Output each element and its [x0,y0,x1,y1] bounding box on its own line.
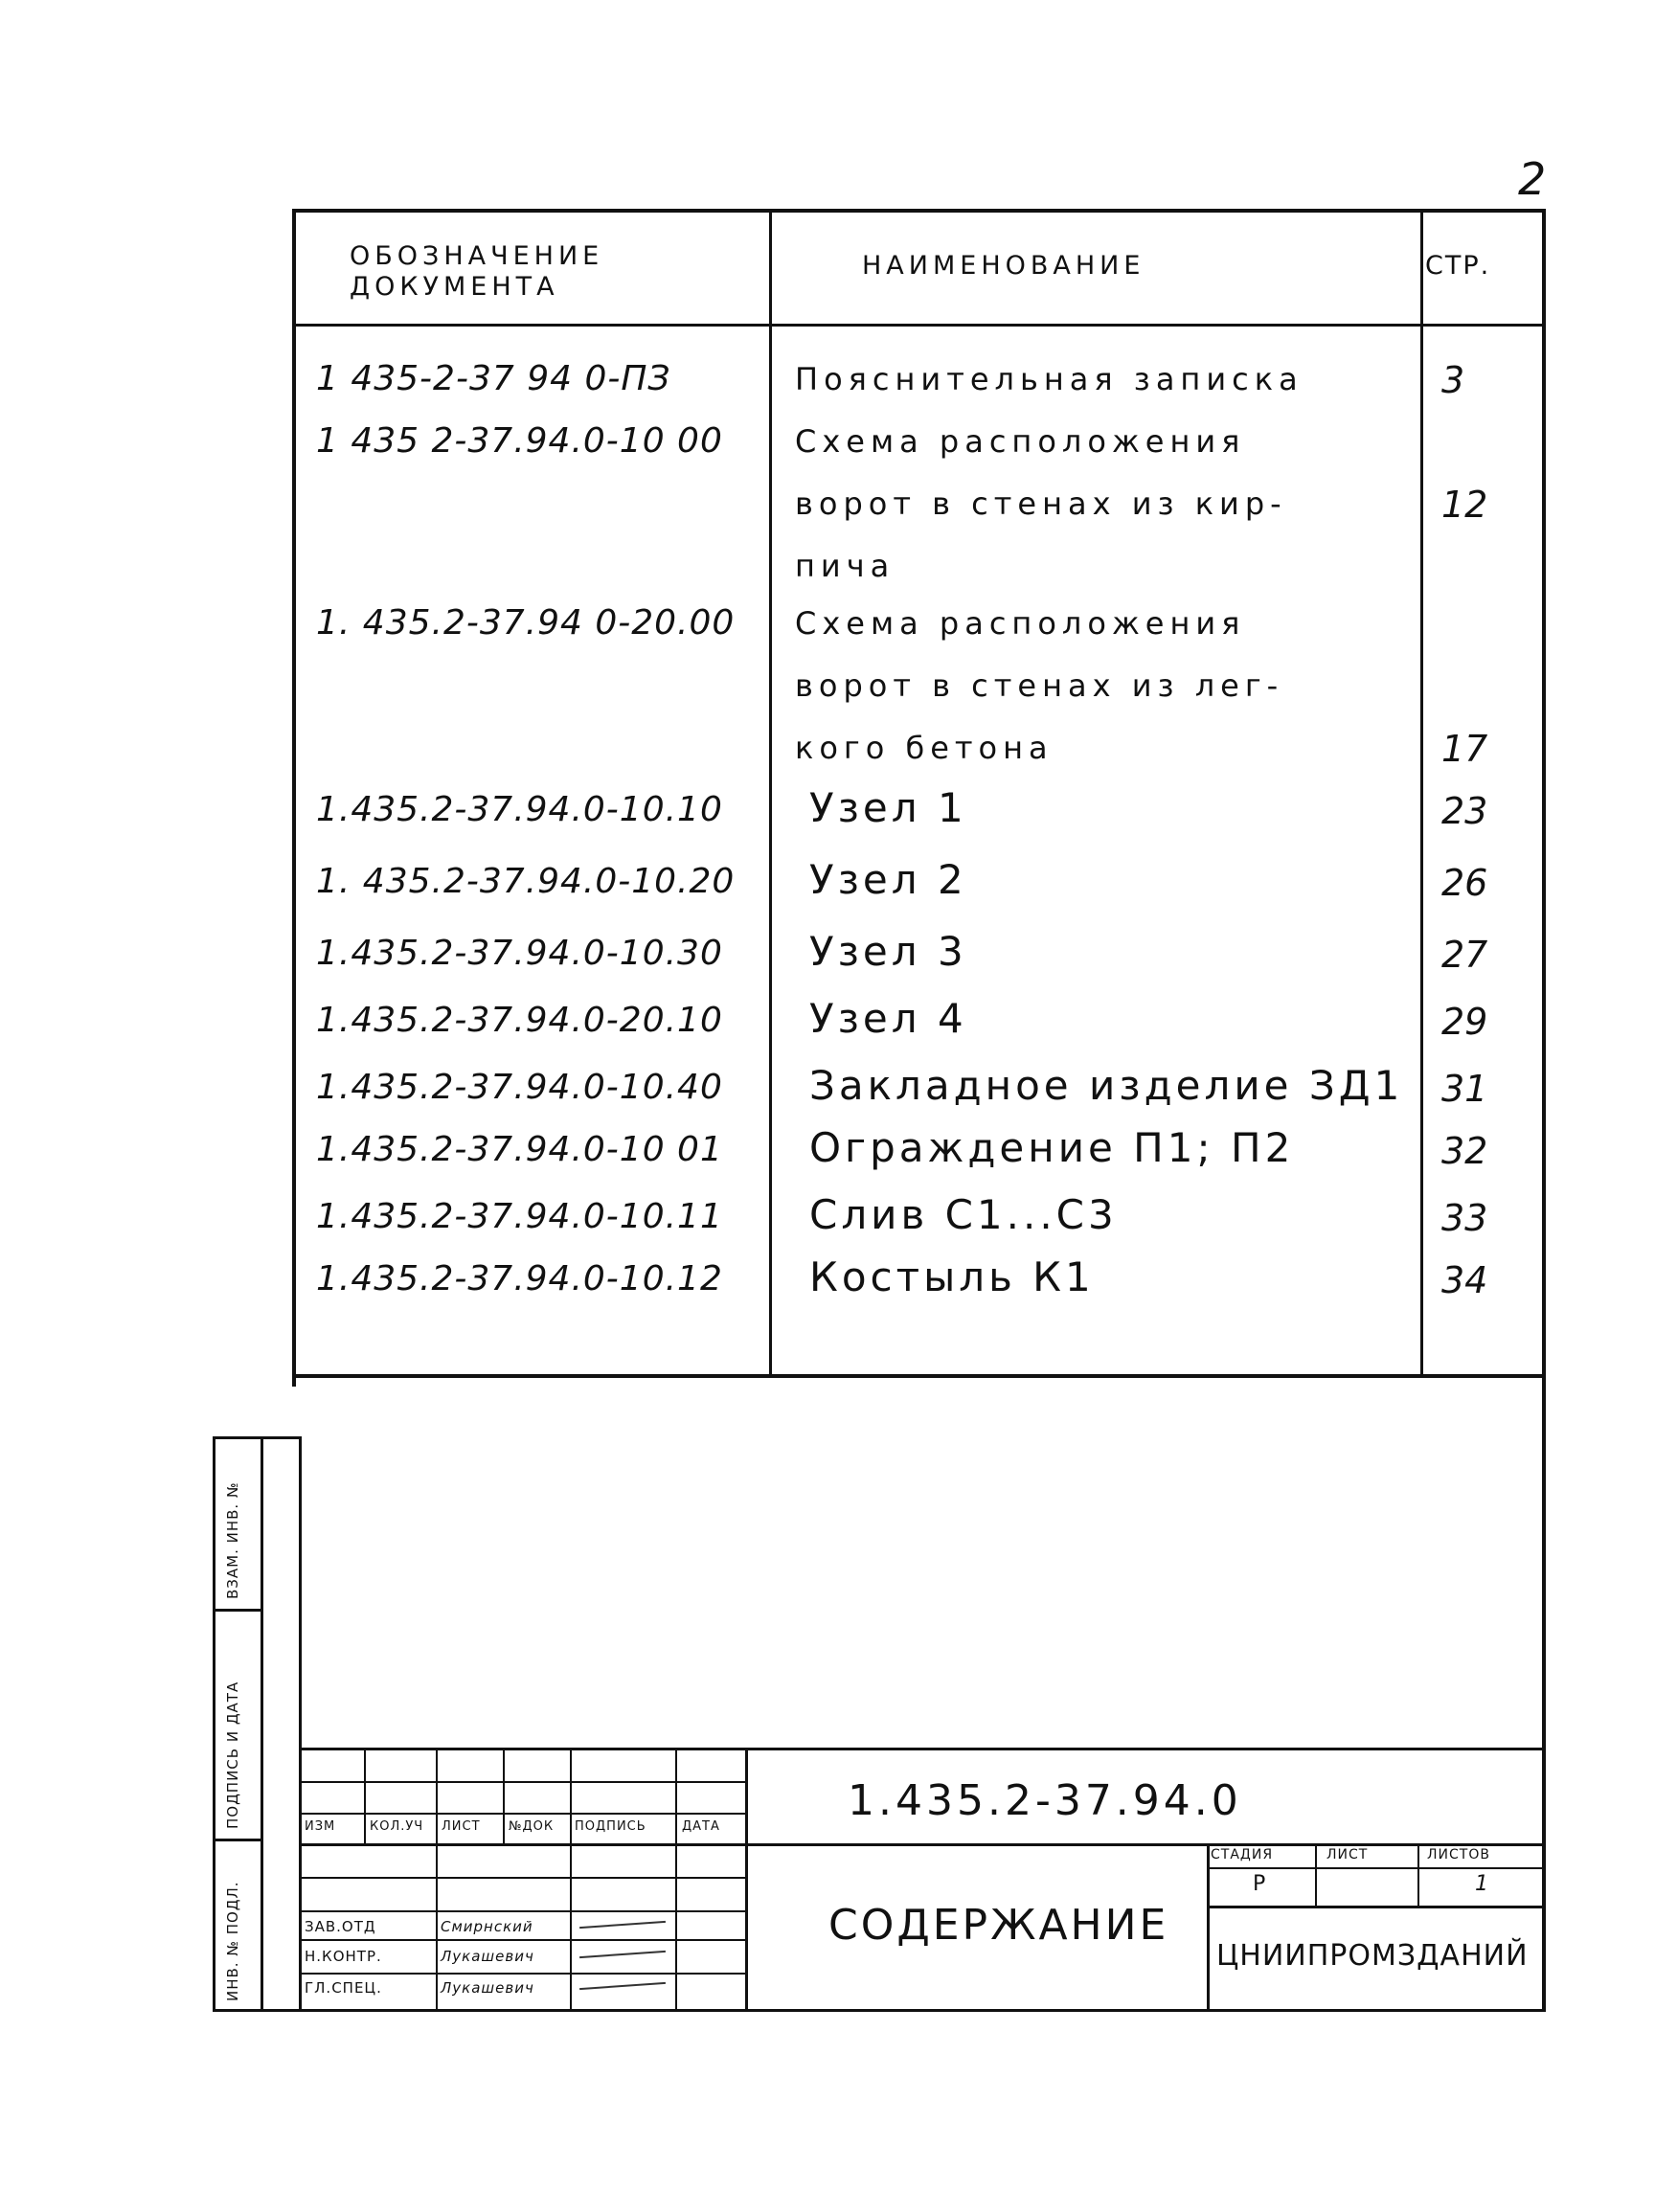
row-name-line: Узел 2 [809,856,967,903]
signature-mark [579,1982,666,1990]
row-name-line: Закладное изделие ЗД1 [809,1062,1404,1109]
row-page: 17 [1441,728,1488,770]
sheet-label: ЛИСТ [1326,1847,1369,1862]
staff-role: Н.КОНТР. [305,1948,382,1965]
row-name-line: кого бетона [795,730,1054,766]
row-designation: 1.435.2-37.94.0-20.10 [316,1001,723,1040]
header-designation-line1: ОБОЗНАЧЕНИЕ [350,241,604,271]
row-name-line: ворот в стенах из кир- [795,485,1287,522]
row-designation: 1. 435.2-37.94 0-20.00 [316,603,736,643]
sheets-value: 1 [1475,1872,1489,1896]
row-page: 31 [1441,1068,1488,1110]
row-name-line: ворот в стенах из лег- [795,667,1284,704]
row-designation: 1 435-2-37 94 0-ПЗ [316,359,671,398]
row-page: 33 [1441,1197,1488,1239]
ref-no-label: ВЗАМ. ИНВ. № [224,1481,241,1599]
header-name: НАИМЕНОВАНИЕ [862,251,1145,281]
row-designation: 1.435.2-37.94.0-10.10 [316,790,723,829]
staff-name: Лукашевич [441,1979,534,1997]
document-title: СОДЕРЖАНИЕ [828,1901,1169,1950]
row-name-line: Слив С1...С3 [809,1191,1118,1238]
row-page: 27 [1441,934,1488,976]
row-designation: 1 435 2-37.94.0-10 00 [316,421,723,461]
row-designation: 1.435.2-37.94.0-10.11 [316,1197,723,1236]
row-page: 23 [1441,790,1488,832]
row-name-line: Узел 3 [809,928,967,975]
column-header: ИЗМ [305,1819,336,1834]
row-page: 12 [1441,484,1488,526]
row-name-line: Узел 1 [809,784,967,831]
row-name-line: Узел 4 [809,995,967,1042]
row-designation: 1.435.2-37.94.0-10 01 [316,1130,723,1169]
sheets-label: ЛИСТОВ [1427,1847,1490,1862]
row-name-line: пича [795,548,896,584]
row-page: 32 [1441,1130,1488,1172]
column-header: ПОДПИСЬ [575,1819,646,1834]
column-header: №ДОК [509,1819,555,1834]
row-page: 26 [1441,862,1488,904]
row-name-line: Схема расположения [795,423,1246,460]
row-name-line: Схема расположения [795,605,1246,642]
signature-date-label: ПОДПИСЬ И ДАТА [224,1681,241,1829]
row-designation: 1. 435.2-37.94.0-10.20 [316,862,736,901]
row-designation: 1.435.2-37.94.0-10.30 [316,934,723,973]
row-page: 3 [1441,359,1465,401]
column-header: КОЛ.УЧ [370,1819,424,1834]
row-page: 29 [1441,1001,1488,1043]
staff-role: ГЛ.СПЕЦ. [305,1979,382,1997]
row-name-line: Пояснительная записка [795,361,1304,397]
doc-code: 1.435.2-37.94.0 [848,1776,1242,1825]
staff-name: Лукашевич [441,1948,534,1965]
row-designation: 1.435.2-37.94.0-10.40 [316,1068,723,1107]
column-header: ДАТА [682,1819,720,1834]
header-designation-line2: ДОКУМЕНТА [350,272,559,302]
row-name-line: Костыль К1 [809,1253,1095,1300]
header-page: СТР. [1425,251,1491,281]
staff-name: Смирнский [441,1918,533,1935]
signature-mark [579,1921,666,1929]
stage-value: Р [1253,1872,1267,1896]
inv-no-label: ИНВ. № ПОДЛ. [224,1881,241,2001]
row-page: 34 [1441,1259,1488,1301]
stage-label: СТАДИЯ [1211,1847,1274,1862]
signature-mark [579,1951,666,1958]
sheet-number: 2 [1518,153,1547,205]
row-name-line: Ограждение П1; П2 [809,1124,1295,1171]
row-designation: 1.435.2-37.94.0-10.12 [316,1259,723,1298]
header-designation [350,241,603,303]
organization-name: ЦНИИПРОМЗДАНИЙ [1216,1939,1529,1973]
staff-role: ЗАВ.ОТД [305,1918,376,1935]
column-header: ЛИСТ [442,1819,481,1834]
